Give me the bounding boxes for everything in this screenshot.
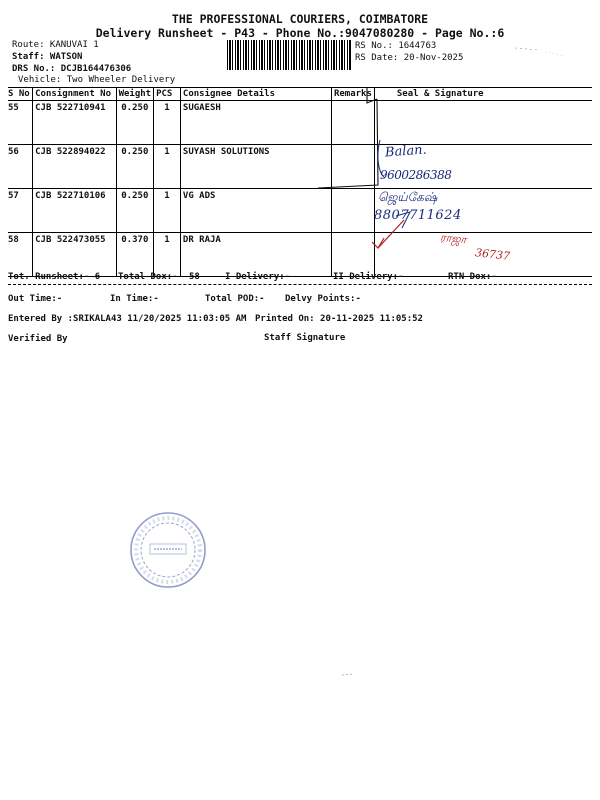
signature-tamil-red: ராஜா: [439, 230, 468, 247]
cell-consignment: CJB 522710106: [33, 189, 116, 233]
cell-consignment: CJB 522473055: [33, 233, 116, 277]
route-label: Route: KANUVAI 1: [12, 40, 99, 50]
col-sno: S No: [8, 88, 33, 101]
cell-weight: 0.250: [116, 189, 154, 233]
total-pod: Total POD:-: [205, 294, 265, 304]
cell-sno: 57: [8, 189, 33, 233]
dashed-divider: [8, 284, 592, 285]
col-seal-signature: Seal & Signature: [374, 88, 592, 101]
col-consignee: Consignee Details: [180, 88, 331, 101]
office-stamp: [128, 510, 208, 590]
staff-signature: Staff Signature: [264, 333, 346, 343]
pen-stroke: [318, 99, 378, 188]
cell-pcs: 1: [154, 145, 181, 189]
rtn-dox: RTN Dox:-: [448, 272, 497, 282]
ii-delivery: II Delivery:-: [333, 272, 404, 282]
drs-number: DRS No.: DCJB164476306: [12, 64, 132, 74]
out-time: Out Time:-: [8, 294, 63, 304]
pen-stroke: [367, 88, 377, 103]
col-consignment: Consignment No: [33, 88, 116, 101]
signature-phone-2: 8807711624: [374, 208, 462, 223]
cell-sno: 58: [8, 233, 33, 277]
signature-balan-phone: 9600286388: [380, 168, 452, 182]
pen-stroke: [378, 220, 404, 248]
company-title: THE PROFESSIONAL COURIERS, COIMBATORE: [171, 12, 429, 26]
staff-label: Staff: WATSON: [12, 52, 83, 62]
cell-consignment: CJB 522710941: [33, 101, 116, 145]
col-weight: Weight: [116, 88, 154, 101]
entered-by: Entered By :SRIKALA43 11/20/2025 11:03:05 AM: [8, 314, 247, 324]
runsheet-subtitle: Delivery Runsheet - P43 - Phone No.:9047080280 - Page No.:6: [95, 26, 505, 40]
cell-weight: 0.250: [116, 145, 154, 189]
col-pcs: PCS: [154, 88, 181, 101]
cell-pcs: 1: [154, 233, 181, 277]
cell-sno: 56: [8, 145, 33, 189]
cell-consignee: DR RAJA: [180, 233, 331, 277]
rs-date: RS Date: 20-Nov-2025: [355, 53, 464, 63]
verified-by: Verified By: [8, 334, 68, 344]
cell-pcs: 1: [154, 189, 181, 233]
delvy-points: Delvy Points:-: [285, 294, 361, 304]
total-dox-label: Total Dox:-: [118, 272, 178, 282]
vehicle-label: Vehicle: Two Wheeler Delivery: [18, 75, 176, 85]
cell-pcs: 1: [154, 101, 181, 145]
signature-balan: Balan.: [384, 142, 428, 161]
signature-red-number: 36737: [474, 246, 511, 263]
tot-runsheet: Tot. Runsheet:- 6: [8, 272, 101, 282]
signature-tamil-1: ஜெய்கேஷ்: [378, 190, 438, 204]
printed-on: Printed On: 20-11-2025 11:05:52: [255, 314, 423, 324]
cell-consignee: SUGAESH: [180, 101, 331, 145]
i-delivery: I Delivery:-: [225, 272, 291, 282]
cell-sno: 55: [8, 101, 33, 145]
cell-consignee: VG ADS: [180, 189, 331, 233]
col-remarks: Remarks: [331, 88, 374, 101]
scan-artifact: [340, 670, 360, 680]
cell-consignee: SUYASH SOLUTIONS: [180, 145, 331, 189]
rs-number: RS No.: 1644763: [355, 41, 437, 51]
cell-consignment: CJB 522894022: [33, 145, 116, 189]
total-dox-value: 58: [189, 272, 200, 282]
cell-weight: 0.250: [116, 101, 154, 145]
cell-weight: 0.370: [116, 233, 154, 277]
in-time: In Time:-: [110, 294, 159, 304]
